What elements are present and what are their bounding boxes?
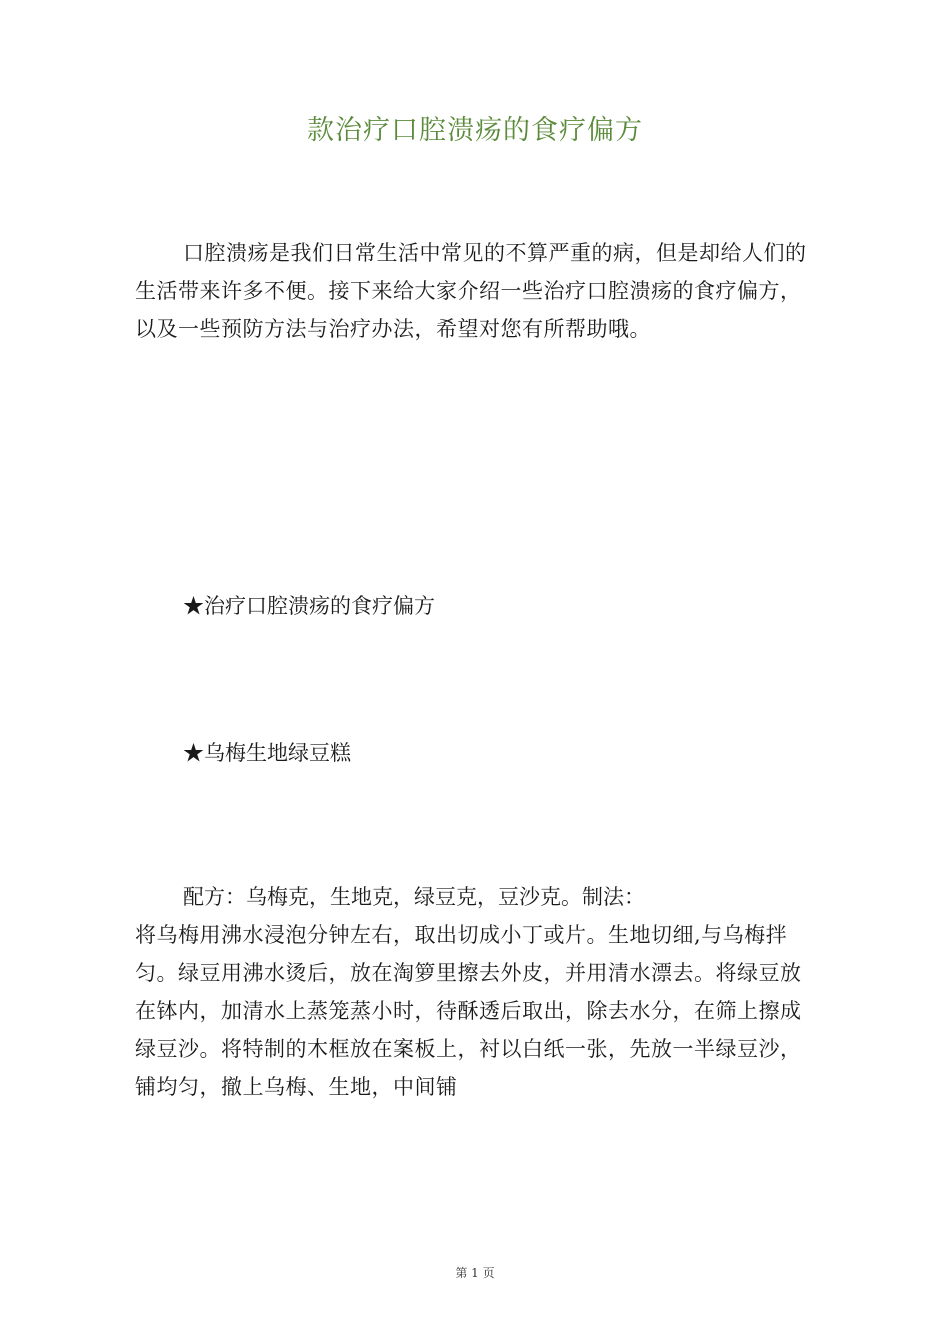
section-heading-remedies: ★治疗口腔溃疡的食疗偏方 <box>183 594 435 618</box>
recipe-method-paragraph: 将乌梅用沸水浸泡分钟左右，取出切成小丁或片。生地切细,与乌梅拌匀。绿豆用沸水烫后，放在淘箩里擦去外皮，并用清水漂去。将绿豆放在钵内，加清水上蒸笼蒸小时，待酥透后取出，除去水分，在筛上擦成绿豆沙。将特制的木框放在案板上，衬以白纸一张，先放一半绿豆沙，铺均匀，撤上乌梅、生地，中间铺 <box>135 923 802 1099</box>
intro-paragraph: 口腔溃疡是我们日常生活中常见的不算严重的病，但是却给人们的生活带来许多不便。接下来给大家介绍一些治疗口腔溃疡的食疗偏方，以及一些预防方法与治疗办法，希望对您有所帮助哦。 <box>135 241 807 341</box>
section-heading-recipe: ★乌梅生地绿豆糕 <box>183 741 351 765</box>
recipe-ingredients-line: 配方：乌梅克，生地克，绿豆克，豆沙克。制法： <box>183 885 645 909</box>
page-number: 第 1 页 <box>455 1266 495 1280</box>
document-title: 款治疗口腔溃疡的食疗偏方 <box>307 115 643 146</box>
